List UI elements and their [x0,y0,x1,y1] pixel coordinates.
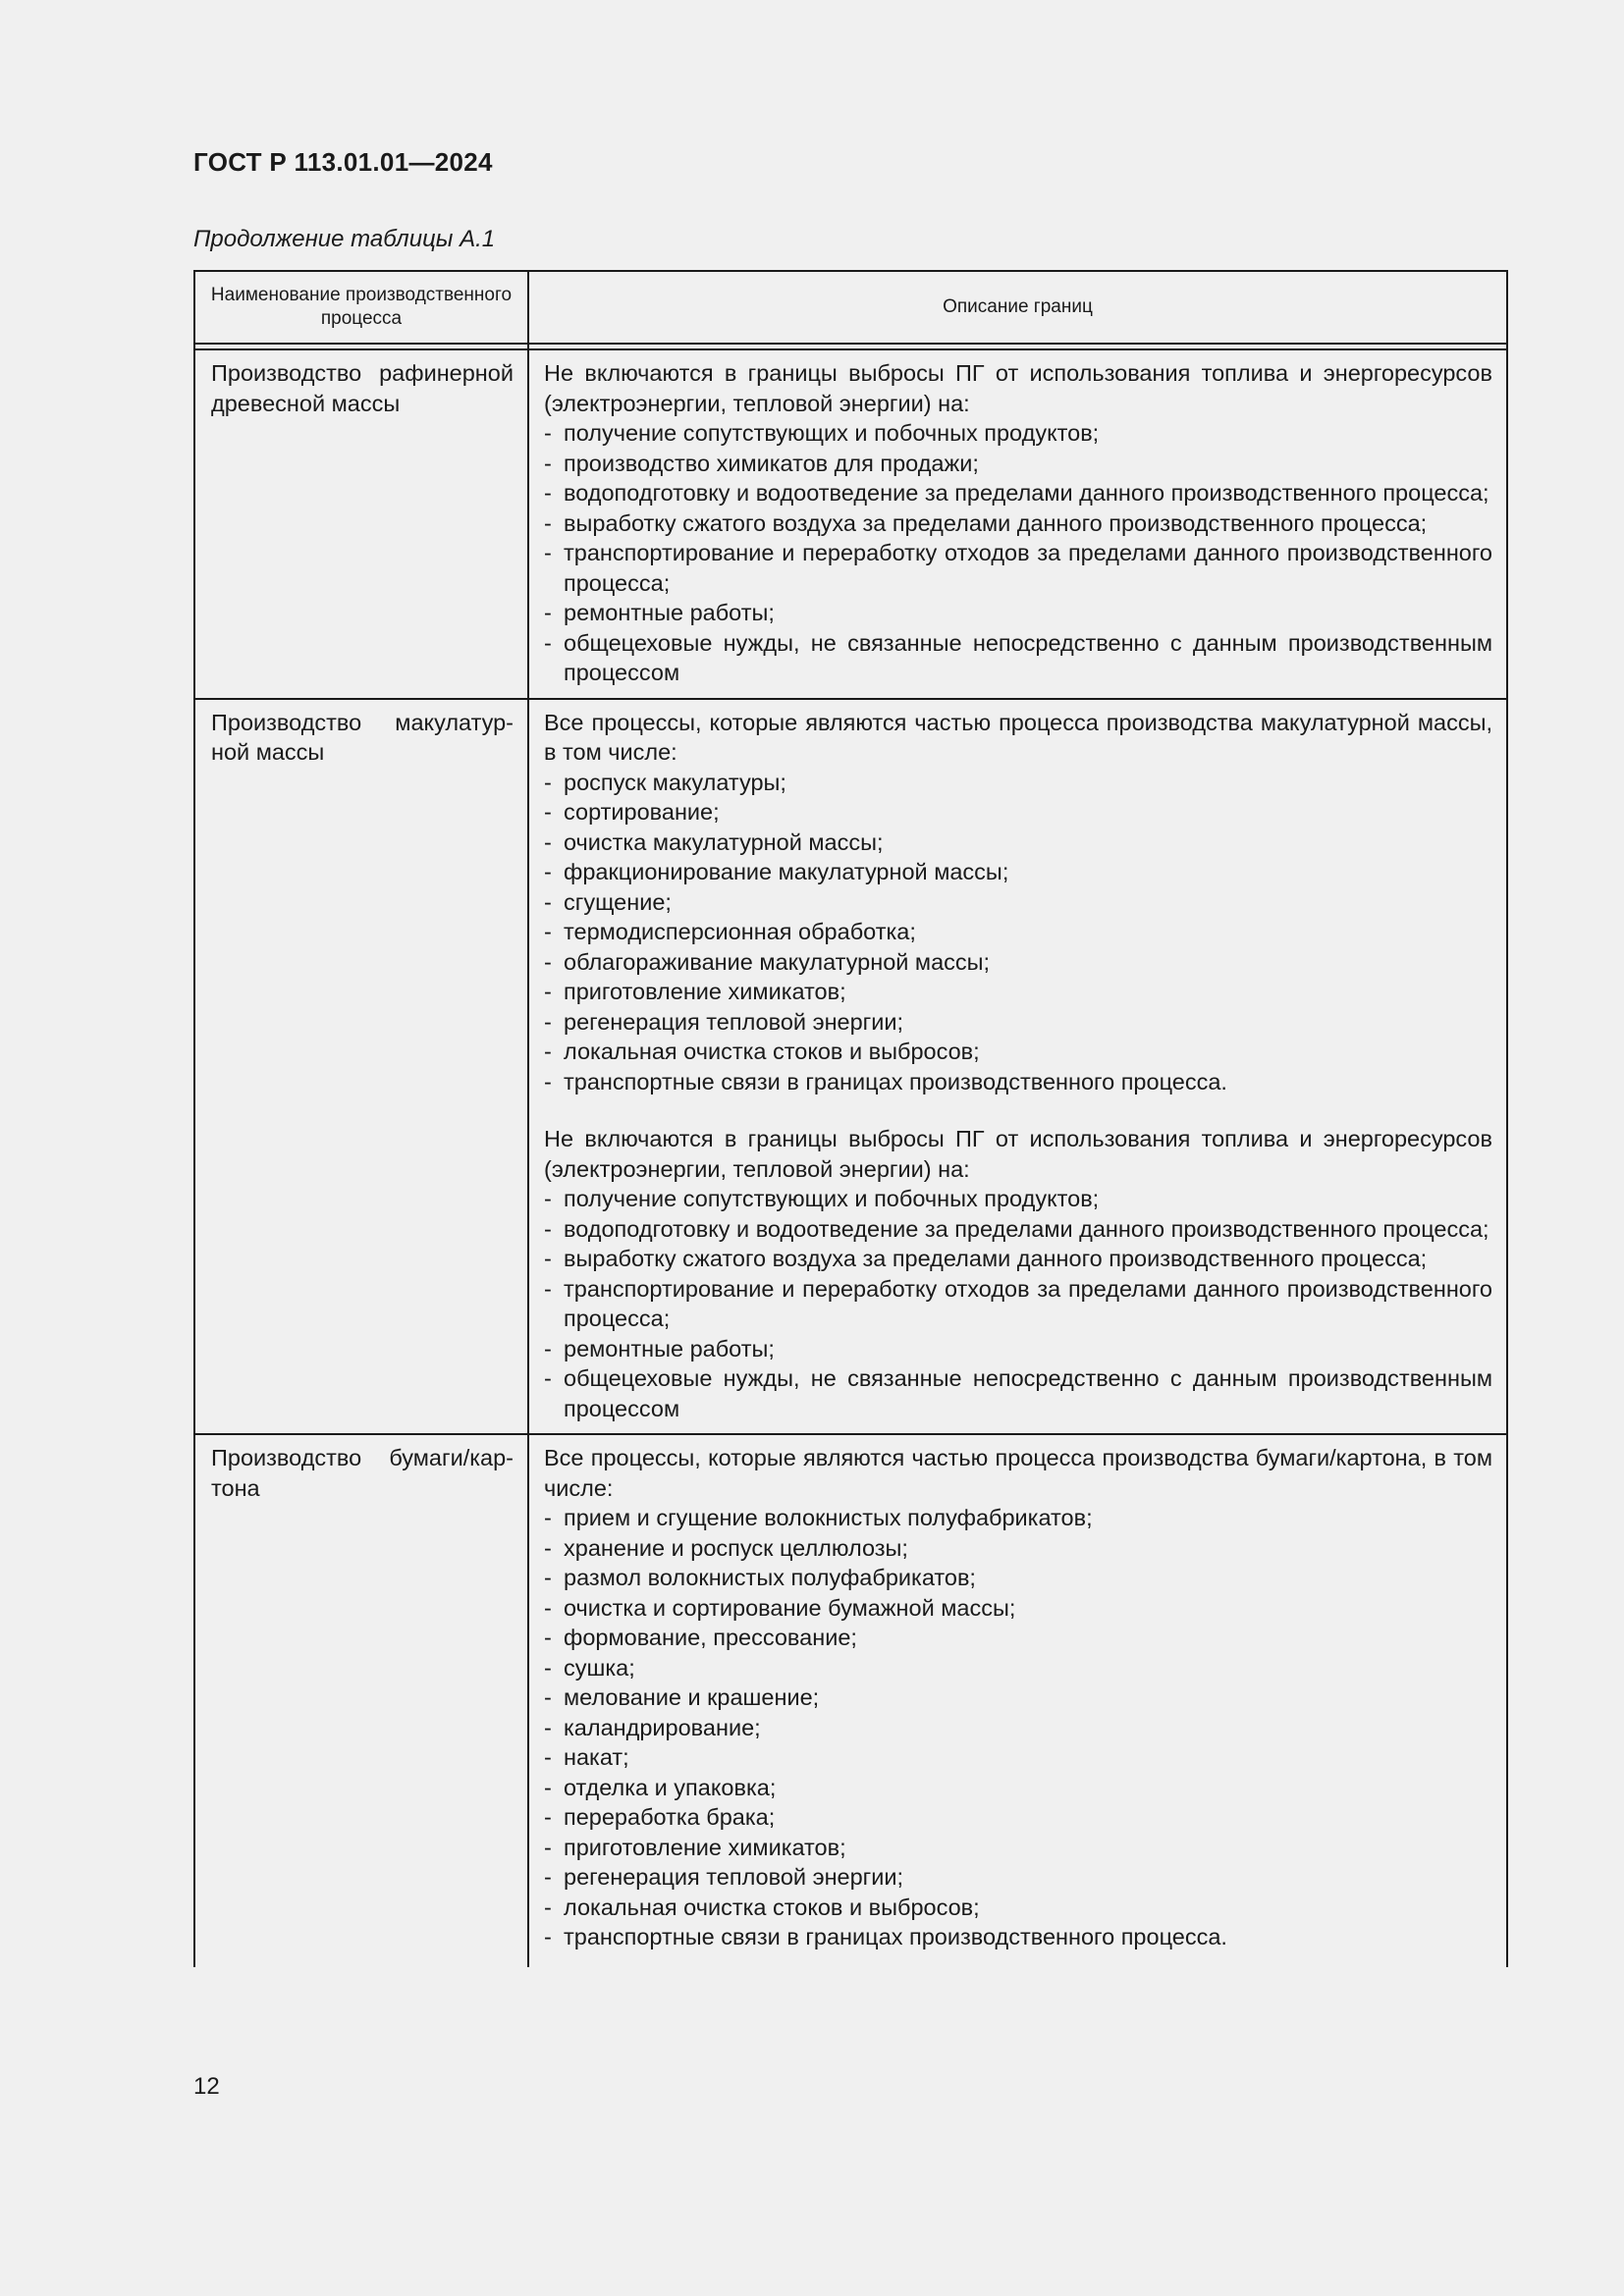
boundaries-description-cell [529,350,1506,698]
table-body [195,350,1506,1967]
list-item [544,828,1492,858]
description-list [544,418,1492,688]
list-item [544,1593,1492,1624]
boundaries-description-cell [529,1435,1506,1967]
list-item-text: облагораживание макулатурной массы; [564,948,991,975]
list-dash: - [544,1864,552,1890]
list-item [544,1244,1492,1274]
list-item-text: выработку сжатого воздуха за пределами данного производственного процесса; [564,509,1428,536]
list-dash: - [544,1774,552,1800]
column-header-boundaries: Описание границ [943,296,1093,317]
list-item-text: транспортные связи в границах производственного процесса. [564,1924,1227,1949]
list-item-text: сгущение; [564,888,672,915]
table-caption: Продолжение таблицы А.1 [193,226,496,252]
list-dash: - [544,859,552,884]
list-item-text: ремонтные работы; [564,600,775,625]
boundaries-table [193,270,1508,1967]
list-item-text: мелование и крашение; [564,1684,820,1710]
list-item-text: хранение и роспуск целлюлозы; [564,1534,908,1561]
list-item [544,1037,1492,1067]
list-item [544,1007,1492,1038]
list-dash: - [544,979,552,1004]
list-item-text: локальная очистка стоков и выбросов; [564,1039,980,1064]
list-dash: - [544,1505,552,1530]
list-item-text: очистка и сортирование бумажной массы; [564,1594,1016,1621]
list-dash: - [544,1714,552,1740]
list-item-text: общецеховые нужды, не связанные непосредственно с данным производственным процессом [564,629,1492,685]
list-item-text: термодисперсионная обработка; [564,919,916,944]
list-item-text: отделка и упаковка; [564,1774,777,1800]
list-dash: - [544,888,552,915]
list-item-text: фракционирование макулатурной массы; [564,859,1009,884]
list-item [544,1623,1492,1653]
column-header-process: Наименование производственного процесса [195,272,529,343]
list-item [544,977,1492,1007]
list-item [544,1742,1492,1773]
boundaries-description-cell [529,700,1506,1434]
process-name-cell: Производство бумаги/картона [195,1435,529,1967]
list-item-text: сушка; [564,1654,635,1681]
list-item [544,628,1492,688]
list-dash: - [544,1594,552,1621]
description-list [544,1184,1492,1423]
list-dash: - [544,540,552,565]
list-dash: - [544,1894,552,1920]
list-item [544,1773,1492,1803]
process-name-cell: Производство рафинерной древесной массы [195,350,529,698]
list-item [544,418,1492,449]
list-dash: - [544,1834,552,1860]
list-item [544,1067,1492,1097]
list-dash: - [544,1335,552,1362]
block-spacer [544,1096,1492,1124]
list-item [544,857,1492,887]
list-item-text: локальная очистка стоков и выбросов; [564,1894,980,1920]
list-dash: - [544,1565,552,1590]
list-item-text: роспуск макулатуры; [564,769,786,795]
list-item [544,1334,1492,1364]
list-item [544,508,1492,539]
list-item [544,917,1492,947]
list-item [544,1893,1492,1923]
list-item-text: каландрирование; [564,1714,761,1740]
list-dash: - [544,799,552,825]
list-item [544,1184,1492,1214]
list-dash: - [544,1744,552,1770]
list-item-text: получение сопутствующих и побочных продуктов; [564,420,1100,446]
description-intro: Не включаются в границы выбросы ПГ от использования топлива и энергоресурсов (электроэнергии, тепловой энергии) на: [544,1126,1492,1182]
list-dash: - [544,828,552,855]
list-item [544,1533,1492,1564]
list-item [544,1682,1492,1713]
list-item-text: ремонтные работы; [564,1335,775,1362]
list-item-text: водоподготовку и водоотведение за пределами данного производственного процесса; [564,1215,1489,1242]
list-dash: - [544,509,552,536]
description-intro: Все процессы, которые являются частью процесса производства макулатурной массы, в том числе: [544,709,1492,765]
table-row [195,700,1506,1436]
list-item-text: прием и сгущение волокнистых полуфабрикатов; [564,1505,1093,1530]
list-dash: - [544,1008,552,1035]
description-list [544,768,1492,1097]
list-item-text: производство химикатов для продажи; [564,450,979,476]
list-dash: - [544,1215,552,1242]
list-dash: - [544,480,552,506]
document-title: ГОСТ Р 113.01.01—2024 [193,147,493,177]
list-item-text: регенерация тепловой энергии; [564,1008,904,1035]
list-item [544,1713,1492,1743]
list-item [544,538,1492,598]
process-name-cell: Производство макулатурной массы [195,700,529,1434]
list-item [544,1653,1492,1683]
table-row [195,350,1506,700]
list-item-text: получение сопутствующих и побочных продуктов; [564,1186,1100,1211]
table-header [195,272,1506,345]
list-item-text: сортирование; [564,799,720,825]
list-item-text: общецеховые нужды, не связанные непосредственно с данным производственным процессом [564,1365,1492,1421]
list-dash: - [544,1804,552,1830]
list-item [544,1922,1492,1952]
list-item-text: выработку сжатого воздуха за пределами данного производственного процесса; [564,1246,1428,1271]
list-item [544,1802,1492,1833]
list-dash: - [544,1068,552,1095]
list-item [544,1833,1492,1863]
list-item-text: водоподготовку и водоотведение за пределами данного производственного процесса; [564,480,1489,506]
description-intro: Все процессы, которые являются частью процесса производства бумаги/картона, в том числе: [544,1445,1492,1501]
list-item-text: приготовление химикатов; [564,979,846,1004]
list-dash: - [544,1534,552,1561]
list-dash: - [544,1684,552,1710]
page-number: 12 [193,2073,220,2100]
list-item [544,598,1492,628]
description-list [544,1503,1492,1952]
list-item-text: накат; [564,1744,629,1770]
list-dash: - [544,1039,552,1064]
list-item-text: транспортные связи в границах производственного процесса. [564,1068,1227,1095]
list-item [544,478,1492,508]
list-item [544,1563,1492,1593]
list-item-text: приготовление химикатов; [564,1834,846,1860]
description-intro: Не включаются в границы выбросы ПГ от использования топлива и энергоресурсов (электроэнергии, тепловой энергии) на: [544,360,1492,416]
list-dash: - [544,420,552,446]
list-item-text: регенерация тепловой энергии; [564,1864,904,1890]
list-item-text: формование, прессование; [564,1625,857,1650]
list-item-text: очистка макулатурной массы; [564,828,884,855]
list-item [544,1503,1492,1533]
list-dash: - [544,1924,552,1949]
list-dash: - [544,948,552,975]
list-dash: - [544,1275,552,1302]
list-dash: - [544,1246,552,1271]
list-dash: - [544,1654,552,1681]
list-item [544,1214,1492,1245]
list-item [544,1862,1492,1893]
list-item [544,887,1492,918]
list-dash: - [544,1186,552,1211]
list-item [544,1274,1492,1334]
list-item [544,768,1492,798]
list-item-text: размол волокнистых полуфабрикатов; [564,1565,976,1590]
list-dash: - [544,1365,552,1391]
list-item [544,1363,1492,1423]
list-dash: - [544,1625,552,1650]
list-dash: - [544,600,552,625]
table-row [195,1435,1506,1967]
list-item [544,797,1492,828]
list-dash: - [544,769,552,795]
list-item-text: транспортирование и переработку отходов за пределами данного производственного процесса; [564,1275,1492,1331]
list-item-text: транспортирование и переработку отходов за пределами данного производственного процесса; [564,540,1492,596]
list-item-text: переработка брака; [564,1804,776,1830]
list-dash: - [544,450,552,476]
list-item [544,449,1492,479]
list-dash: - [544,919,552,944]
list-item [544,947,1492,978]
list-dash: - [544,629,552,656]
